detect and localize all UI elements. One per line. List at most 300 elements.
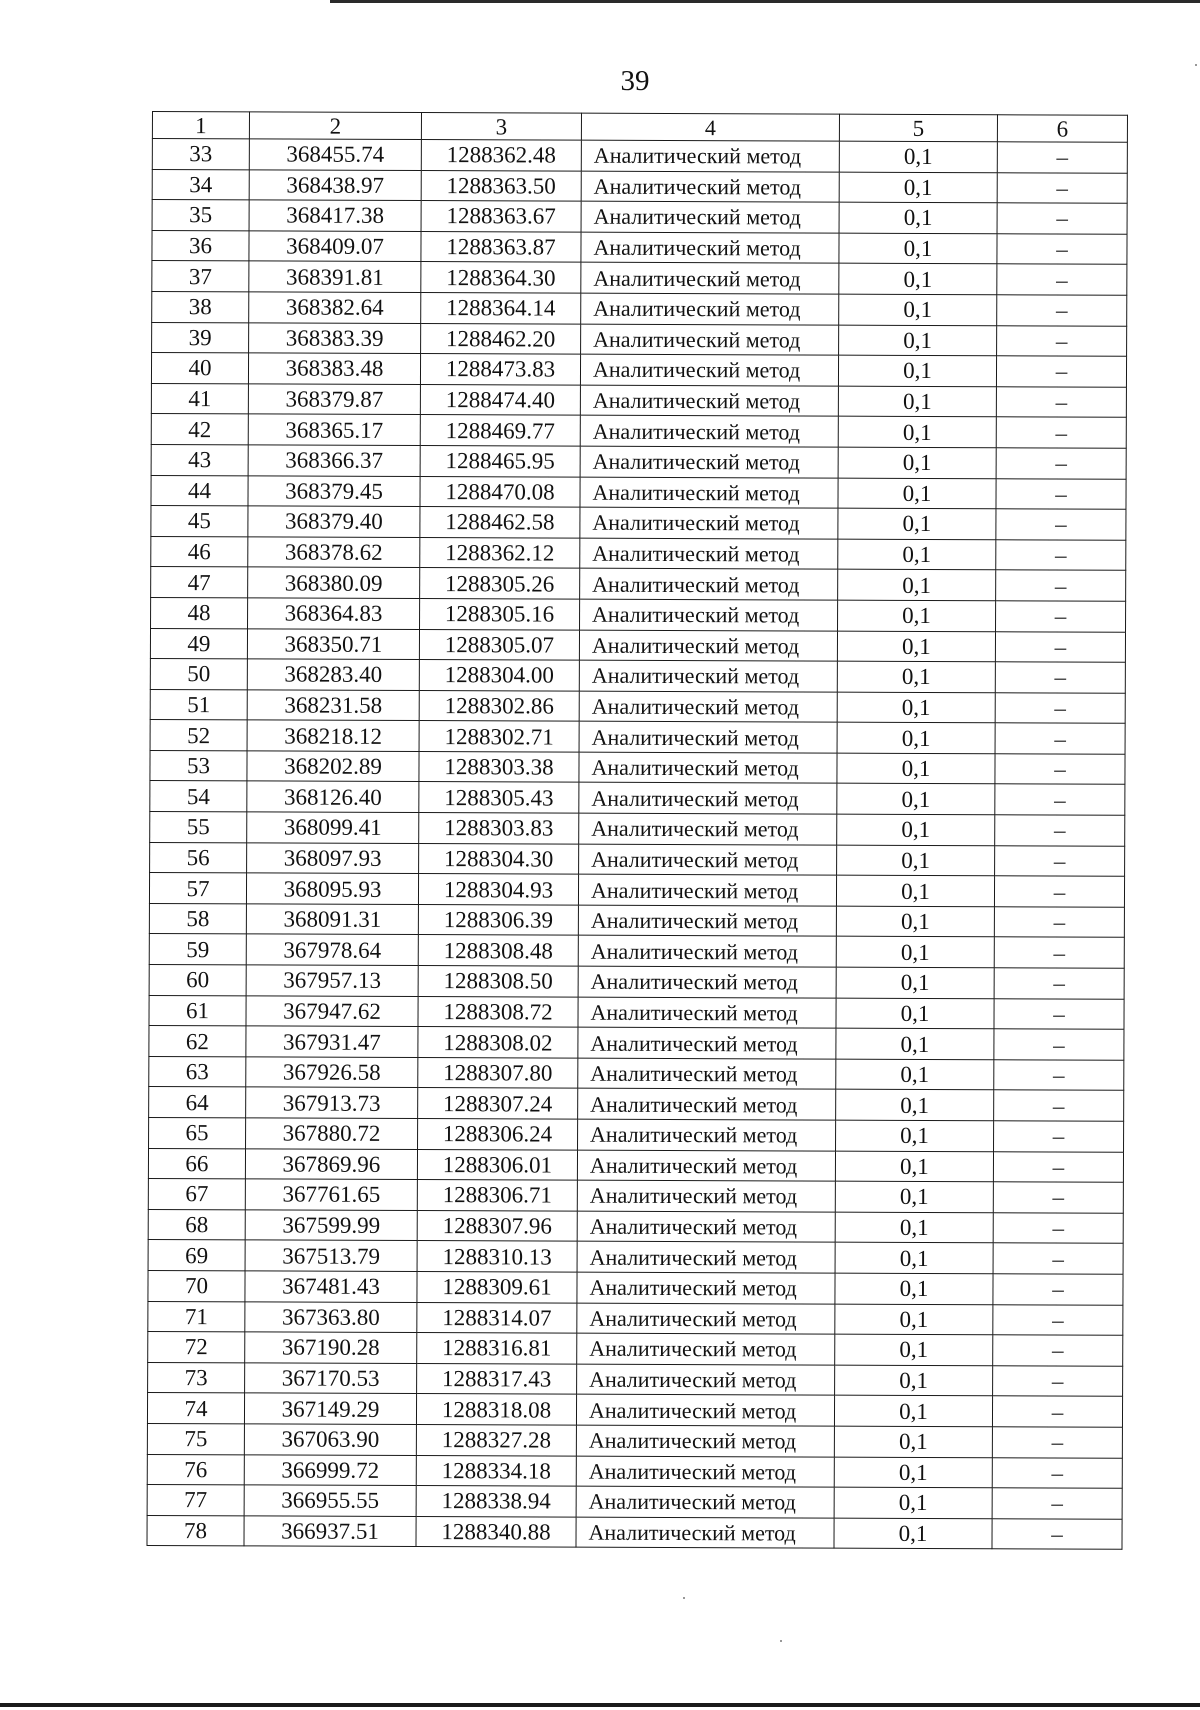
point-number-cell: 53 <box>150 750 247 781</box>
x-coordinate-cell: 368417.38 <box>249 200 421 231</box>
y-coordinate-cell: 1288306.39 <box>418 904 578 935</box>
table-row <box>148 1209 1123 1243</box>
x-coordinate-cell: 368218.12 <box>247 720 419 751</box>
y-coordinate-cell: 1288304.93 <box>418 874 578 905</box>
accuracy-cell: 0,1 <box>836 1028 994 1059</box>
table-row <box>150 750 1125 784</box>
note-cell: – <box>994 1121 1124 1152</box>
y-coordinate-cell: 1288304.30 <box>419 843 579 874</box>
note-cell: – <box>995 692 1125 723</box>
accuracy-cell: 0,1 <box>836 1059 994 1090</box>
method-cell: Аналитический метод <box>578 1089 836 1121</box>
note-cell: – <box>996 570 1126 601</box>
accuracy-cell: 0,1 <box>836 998 994 1029</box>
point-number-cell: 41 <box>151 383 248 414</box>
table-row <box>149 1087 1124 1121</box>
x-coordinate-cell: 368378.62 <box>248 537 420 568</box>
note-cell: – <box>993 1151 1123 1182</box>
table-row <box>151 444 1126 478</box>
point-number-cell: 35 <box>152 200 249 231</box>
y-coordinate-cell: 1288364.30 <box>421 262 581 293</box>
point-number-cell: 39 <box>152 322 249 353</box>
method-cell: Аналитический метод <box>580 599 838 631</box>
accuracy-cell: 0,1 <box>838 508 996 539</box>
method-cell: Аналитический метод <box>579 752 837 784</box>
point-number-cell: 48 <box>151 597 248 628</box>
table-row <box>149 873 1124 907</box>
y-coordinate-cell: 1288305.16 <box>420 598 580 629</box>
method-cell: Аналитический метод <box>576 1456 834 1488</box>
point-number-cell: 63 <box>149 1056 246 1087</box>
point-number-cell: 70 <box>148 1270 245 1301</box>
point-number-cell: 71 <box>148 1301 245 1332</box>
table-row <box>150 842 1125 876</box>
y-coordinate-cell: 1288310.13 <box>417 1241 577 1272</box>
point-number-cell: 42 <box>151 414 248 445</box>
note-cell: – <box>992 1488 1122 1519</box>
point-number-cell: 77 <box>147 1485 244 1516</box>
accuracy-cell: 0,1 <box>834 1518 992 1549</box>
scan-speck <box>1195 64 1197 66</box>
method-cell: Аналитический метод <box>580 446 838 478</box>
point-number-cell: 51 <box>150 689 247 720</box>
point-number-cell: 61 <box>149 995 246 1026</box>
note-cell: – <box>992 1396 1122 1427</box>
x-coordinate-cell: 366955.55 <box>244 1485 416 1516</box>
note-cell: – <box>997 203 1127 234</box>
x-coordinate-cell: 368379.40 <box>248 506 420 537</box>
x-coordinate-cell: 367913.73 <box>246 1087 418 1118</box>
column-header: 4 <box>581 113 839 141</box>
table-row <box>148 1270 1123 1304</box>
method-cell: Аналитический метод <box>581 201 839 233</box>
table-header-row <box>152 112 1127 143</box>
x-coordinate-cell: 368202.89 <box>247 751 419 782</box>
point-number-cell: 72 <box>148 1332 245 1363</box>
method-cell: Аналитический метод <box>578 1027 836 1059</box>
table-row <box>149 1117 1124 1151</box>
x-coordinate-cell: 367513.79 <box>245 1240 417 1271</box>
note-cell: – <box>995 631 1125 662</box>
method-cell: Аналитический метод <box>579 660 837 692</box>
y-coordinate-cell: 1288309.61 <box>417 1271 577 1302</box>
note-cell: – <box>993 1182 1123 1213</box>
y-coordinate-cell: 1288302.86 <box>419 690 579 721</box>
x-coordinate-cell: 368379.45 <box>248 475 420 506</box>
accuracy-cell: 0,1 <box>836 906 994 937</box>
y-coordinate-cell: 1288363.67 <box>421 201 581 232</box>
point-number-cell: 49 <box>150 628 247 659</box>
x-coordinate-cell: 368364.83 <box>248 598 420 629</box>
x-coordinate-cell: 367170.53 <box>245 1363 417 1394</box>
accuracy-cell: 0,1 <box>837 692 995 723</box>
method-cell: Аналитический метод <box>577 1364 835 1396</box>
method-cell: Аналитический метод <box>580 568 838 600</box>
y-coordinate-cell: 1288473.83 <box>420 354 580 385</box>
y-coordinate-cell: 1288306.71 <box>417 1180 577 1211</box>
x-coordinate-cell: 368095.93 <box>246 873 418 904</box>
table-row <box>148 1362 1123 1396</box>
x-coordinate-cell: 366999.72 <box>244 1454 416 1485</box>
method-cell: Аналитический метод <box>576 1517 834 1549</box>
x-coordinate-cell: 367926.58 <box>246 1057 418 1088</box>
y-coordinate-cell: 1288334.18 <box>416 1455 576 1486</box>
accuracy-cell: 0,1 <box>834 1426 992 1457</box>
table-row <box>152 261 1127 295</box>
x-coordinate-cell: 368365.17 <box>248 414 420 445</box>
accuracy-cell: 0,1 <box>834 1457 992 1488</box>
method-cell: Аналитический метод <box>579 630 837 662</box>
y-coordinate-cell: 1288462.20 <box>421 323 581 354</box>
table-row <box>147 1423 1122 1457</box>
accuracy-cell: 0,1 <box>836 1120 994 1151</box>
note-cell: – <box>995 662 1125 693</box>
x-coordinate-cell: 367190.28 <box>245 1332 417 1363</box>
scan-edge-bottom <box>0 1703 1200 1707</box>
x-coordinate-cell: 366937.51 <box>244 1516 416 1547</box>
column-header: 3 <box>421 113 581 141</box>
table-row <box>150 659 1125 693</box>
page-number: 39 <box>620 65 650 97</box>
y-coordinate-cell: 1288465.95 <box>420 445 580 476</box>
method-cell: Аналитический метод <box>579 783 837 815</box>
accuracy-cell: 0,1 <box>838 447 996 478</box>
y-coordinate-cell: 1288305.26 <box>420 568 580 599</box>
method-cell: Аналитический метод <box>579 691 837 723</box>
point-number-cell: 40 <box>151 353 248 384</box>
table-row <box>149 1056 1124 1090</box>
note-cell: – <box>996 601 1126 632</box>
method-cell: Аналитический метод <box>579 721 837 753</box>
note-cell: – <box>996 448 1126 479</box>
table-row <box>147 1393 1122 1427</box>
point-number-cell: 43 <box>151 444 248 475</box>
point-number-cell: 45 <box>151 506 248 537</box>
table-row <box>151 536 1126 570</box>
coordinates-table <box>146 111 1128 1550</box>
y-coordinate-cell: 1288316.81 <box>417 1333 577 1364</box>
accuracy-cell: 0,1 <box>838 478 996 509</box>
table-body <box>147 112 1128 1550</box>
note-cell: – <box>995 723 1125 754</box>
table-row <box>149 1026 1124 1060</box>
table-row <box>150 689 1125 723</box>
x-coordinate-cell: 367978.64 <box>246 934 418 965</box>
table-row <box>147 1485 1122 1519</box>
accuracy-cell: 0,1 <box>839 325 997 356</box>
point-number-cell: 65 <box>149 1117 246 1148</box>
point-number-cell: 66 <box>148 1148 245 1179</box>
note-cell: – <box>994 968 1124 999</box>
point-number-cell: 64 <box>149 1087 246 1118</box>
accuracy-cell: 0,1 <box>835 1273 993 1304</box>
accuracy-cell: 0,1 <box>838 355 996 386</box>
accuracy-cell: 0,1 <box>835 1181 993 1212</box>
method-cell: Аналитический метод <box>578 1058 836 1090</box>
x-coordinate-cell: 368126.40 <box>247 781 419 812</box>
accuracy-cell: 0,1 <box>834 1395 992 1426</box>
point-number-cell: 74 <box>147 1393 244 1424</box>
table-row <box>147 1515 1122 1549</box>
x-coordinate-cell: 367063.90 <box>244 1424 416 1455</box>
y-coordinate-cell: 1288307.24 <box>418 1088 578 1119</box>
y-coordinate-cell: 1288303.83 <box>419 813 579 844</box>
note-cell: – <box>995 784 1125 815</box>
accuracy-cell: 0,1 <box>839 294 997 325</box>
x-coordinate-cell: 367481.43 <box>245 1271 417 1302</box>
x-coordinate-cell: 368366.37 <box>248 445 420 476</box>
note-cell: – <box>996 386 1126 417</box>
y-coordinate-cell: 1288308.72 <box>418 996 578 1027</box>
note-cell: – <box>992 1427 1122 1458</box>
x-coordinate-cell: 367947.62 <box>246 995 418 1026</box>
y-coordinate-cell: 1288302.71 <box>419 721 579 752</box>
table-row <box>151 567 1126 601</box>
x-coordinate-cell: 368409.07 <box>249 231 421 262</box>
scan-edge-top <box>330 0 1200 3</box>
table-row <box>151 597 1126 631</box>
column-header: 6 <box>997 115 1127 142</box>
y-coordinate-cell: 1288469.77 <box>420 415 580 446</box>
table-row <box>151 475 1126 509</box>
accuracy-cell: 0,1 <box>839 202 997 233</box>
table-row <box>151 383 1126 417</box>
table-row <box>147 1454 1122 1488</box>
point-number-cell: 57 <box>149 873 246 904</box>
method-cell: Аналитический метод <box>580 538 838 570</box>
y-coordinate-cell: 1288327.28 <box>416 1424 576 1455</box>
method-cell: Аналитический метод <box>576 1394 834 1426</box>
accuracy-cell: 0,1 <box>835 1212 993 1243</box>
y-coordinate-cell: 1288314.07 <box>417 1302 577 1333</box>
accuracy-cell: 0,1 <box>837 661 995 692</box>
x-coordinate-cell: 367869.96 <box>245 1148 417 1179</box>
table-row <box>151 414 1126 448</box>
y-coordinate-cell: 1288318.08 <box>416 1394 576 1425</box>
method-cell: Аналитический метод <box>579 813 837 845</box>
note-cell: – <box>994 1060 1124 1091</box>
y-coordinate-cell: 1288307.80 <box>418 1057 578 1088</box>
point-number-cell: 37 <box>152 261 249 292</box>
note-cell: – <box>996 356 1126 387</box>
table-row <box>148 1179 1123 1213</box>
y-coordinate-cell: 1288305.43 <box>419 782 579 813</box>
x-coordinate-cell: 367363.80 <box>245 1301 417 1332</box>
note-cell: – <box>997 172 1127 203</box>
note-cell: – <box>997 234 1127 265</box>
note-cell: – <box>993 1274 1123 1305</box>
method-cell: Аналитический метод <box>581 232 839 264</box>
accuracy-cell: 0,1 <box>835 1365 993 1396</box>
note-cell: – <box>994 907 1124 938</box>
table-row <box>149 995 1124 1029</box>
accuracy-cell: 0,1 <box>836 967 994 998</box>
method-cell: Аналитический метод <box>577 1303 835 1335</box>
accuracy-cell: 0,1 <box>834 1487 992 1518</box>
table-row <box>149 934 1124 968</box>
method-cell: Аналитический метод <box>577 1211 835 1243</box>
method-cell: Аналитический метод <box>578 874 836 906</box>
accuracy-cell: 0,1 <box>839 264 997 295</box>
method-cell: Аналитический метод <box>579 844 837 876</box>
point-number-cell: 50 <box>150 659 247 690</box>
method-cell: Аналитический метод <box>578 936 836 968</box>
point-number-cell: 67 <box>148 1179 245 1210</box>
accuracy-cell: 0,1 <box>837 845 995 876</box>
note-cell: – <box>997 142 1127 173</box>
note-cell: – <box>997 295 1127 326</box>
method-cell: Аналитический метод <box>577 1272 835 1304</box>
table-row <box>152 200 1127 234</box>
x-coordinate-cell: 368380.09 <box>248 567 420 598</box>
x-coordinate-cell: 368350.71 <box>247 628 419 659</box>
point-number-cell: 38 <box>152 291 249 322</box>
column-header: 5 <box>839 114 997 142</box>
x-coordinate-cell: 368231.58 <box>247 690 419 721</box>
x-coordinate-cell: 368283.40 <box>247 659 419 690</box>
note-cell: – <box>994 1090 1124 1121</box>
point-number-cell: 73 <box>148 1362 245 1393</box>
table-row <box>148 1301 1123 1335</box>
method-cell: Аналитический метод <box>581 171 839 203</box>
x-coordinate-cell: 367957.13 <box>246 965 418 996</box>
y-coordinate-cell: 1288303.38 <box>419 751 579 782</box>
table-row <box>152 230 1127 264</box>
note-cell: – <box>992 1457 1122 1488</box>
point-number-cell: 69 <box>148 1240 245 1271</box>
y-coordinate-cell: 1288306.01 <box>417 1149 577 1180</box>
note-cell: – <box>993 1304 1123 1335</box>
note-cell: – <box>997 325 1127 356</box>
x-coordinate-cell: 368383.48 <box>248 353 420 384</box>
x-coordinate-cell: 367761.65 <box>245 1179 417 1210</box>
x-coordinate-cell: 368091.31 <box>246 904 418 935</box>
table-row <box>152 322 1127 356</box>
method-cell: Аналитический метод <box>577 1180 835 1212</box>
method-cell: Аналитический метод <box>581 293 839 325</box>
table-row <box>152 291 1127 325</box>
accuracy-cell: 0,1 <box>836 937 994 968</box>
y-coordinate-cell: 1288307.96 <box>417 1210 577 1241</box>
table-row <box>149 965 1124 999</box>
y-coordinate-cell: 1288308.02 <box>418 1027 578 1058</box>
point-number-cell: 76 <box>147 1454 244 1485</box>
y-coordinate-cell: 1288317.43 <box>417 1363 577 1394</box>
point-number-cell: 68 <box>148 1209 245 1240</box>
point-number-cell: 33 <box>152 139 249 170</box>
table-row <box>152 139 1127 173</box>
accuracy-cell: 0,1 <box>839 141 997 172</box>
point-number-cell: 60 <box>149 965 246 996</box>
method-cell: Аналитический метод <box>580 385 838 417</box>
point-number-cell: 54 <box>150 781 247 812</box>
y-coordinate-cell: 1288363.87 <box>421 231 581 262</box>
y-coordinate-cell: 1288362.48 <box>421 140 581 171</box>
y-coordinate-cell: 1288462.58 <box>420 507 580 538</box>
table-row <box>152 169 1127 203</box>
method-cell: Аналитический метод <box>578 905 836 937</box>
table-row <box>148 1332 1123 1366</box>
accuracy-cell: 0,1 <box>839 172 997 203</box>
x-coordinate-cell: 367931.47 <box>246 1026 418 1057</box>
method-cell: Аналитический метод <box>578 997 836 1029</box>
note-cell: – <box>996 478 1126 509</box>
accuracy-cell: 0,1 <box>835 1304 993 1335</box>
note-cell: – <box>995 815 1125 846</box>
y-coordinate-cell: 1288474.40 <box>420 384 580 415</box>
y-coordinate-cell: 1288308.48 <box>418 935 578 966</box>
x-coordinate-cell: 368097.93 <box>247 843 419 874</box>
accuracy-cell: 0,1 <box>839 233 997 264</box>
point-number-cell: 75 <box>147 1423 244 1454</box>
point-number-cell: 47 <box>151 567 248 598</box>
x-coordinate-cell: 367599.99 <box>245 1210 417 1241</box>
x-coordinate-cell: 367880.72 <box>246 1118 418 1149</box>
table-row <box>150 628 1125 662</box>
y-coordinate-cell: 1288305.07 <box>419 629 579 660</box>
accuracy-cell: 0,1 <box>835 1243 993 1274</box>
table-row <box>148 1148 1123 1182</box>
point-number-cell: 78 <box>147 1515 244 1546</box>
method-cell: Аналитический метод <box>576 1425 834 1457</box>
point-number-cell: 36 <box>152 230 249 261</box>
table-row <box>150 781 1125 815</box>
scan-speck <box>683 1597 685 1599</box>
note-cell: – <box>994 876 1124 907</box>
table-row <box>151 353 1126 387</box>
note-cell: – <box>995 754 1125 785</box>
x-coordinate-cell: 368099.41 <box>247 812 419 843</box>
x-coordinate-cell: 368379.87 <box>248 384 420 415</box>
y-coordinate-cell: 1288308.50 <box>418 966 578 997</box>
accuracy-cell: 0,1 <box>837 784 995 815</box>
table-row <box>150 812 1125 846</box>
point-number-cell: 44 <box>151 475 248 506</box>
y-coordinate-cell: 1288470.08 <box>420 476 580 507</box>
accuracy-cell: 0,1 <box>838 539 996 570</box>
table-row <box>148 1240 1123 1274</box>
table-row <box>150 720 1125 754</box>
accuracy-cell: 0,1 <box>836 875 994 906</box>
y-coordinate-cell: 1288306.24 <box>418 1119 578 1150</box>
note-cell: – <box>993 1243 1123 1274</box>
point-number-cell: 58 <box>149 903 246 934</box>
accuracy-cell: 0,1 <box>838 600 996 631</box>
x-coordinate-cell: 368455.74 <box>249 139 421 170</box>
note-cell: – <box>996 417 1126 448</box>
note-cell: – <box>994 937 1124 968</box>
point-number-cell: 55 <box>150 812 247 843</box>
accuracy-cell: 0,1 <box>838 416 996 447</box>
x-coordinate-cell: 367149.29 <box>244 1393 416 1424</box>
y-coordinate-cell: 1288304.00 <box>419 660 579 691</box>
method-cell: Аналитический метод <box>580 354 838 386</box>
accuracy-cell: 0,1 <box>835 1151 993 1182</box>
point-number-cell: 52 <box>150 720 247 751</box>
accuracy-cell: 0,1 <box>836 1090 994 1121</box>
point-number-cell: 59 <box>149 934 246 965</box>
note-cell: – <box>997 264 1127 295</box>
method-cell: Аналитический метод <box>581 324 839 356</box>
method-cell: Аналитический метод <box>577 1242 835 1274</box>
point-number-cell: 46 <box>151 536 248 567</box>
note-cell: – <box>996 539 1126 570</box>
point-number-cell: 56 <box>150 842 247 873</box>
note-cell: – <box>993 1335 1123 1366</box>
column-header: 2 <box>249 112 421 140</box>
column-header: 1 <box>152 112 249 139</box>
note-cell: – <box>994 998 1124 1029</box>
